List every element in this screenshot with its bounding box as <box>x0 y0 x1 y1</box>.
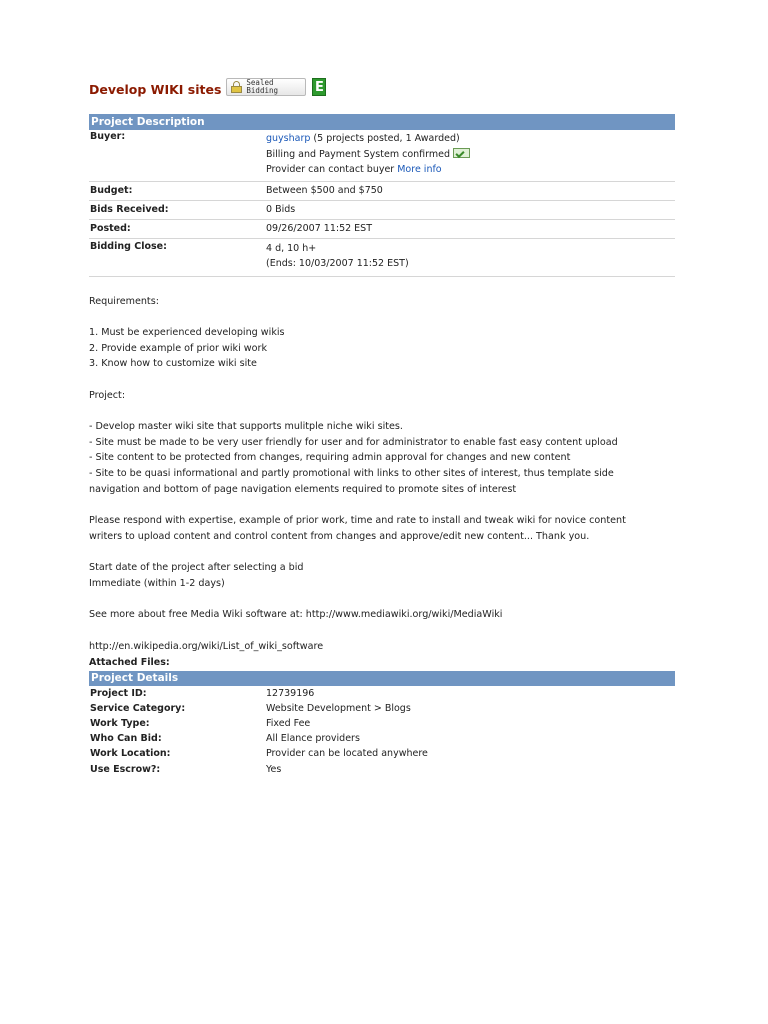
page-title: Develop WIKI sites <box>89 81 222 97</box>
billing-status: Billing and Payment System confirmed <box>266 148 451 160</box>
project-description-table <box>89 130 675 277</box>
detail-row <box>89 731 675 746</box>
posted-label: Posted: <box>89 219 266 238</box>
respond-line: writers to upload content and control content from changes and approve/edit new content... Thank you. <box>89 530 590 542</box>
budget-value: Between $500 and $750 <box>266 181 675 200</box>
budget-row <box>89 181 675 200</box>
contact-text: Provider can contact buyer <box>266 164 398 175</box>
project-item: navigation and bottom of page navigation elements required to promote sites of interest <box>89 483 517 495</box>
buyer-row <box>89 130 675 181</box>
attached-files-label: Attached Files: <box>89 656 170 668</box>
requirement-item: 2. Provide example of prior wiki work <box>89 342 268 354</box>
buyer-label: Buyer: <box>89 130 266 181</box>
lock-icon <box>231 81 242 93</box>
budget-label: Budget: <box>89 181 266 200</box>
project-item: - Site must be made to be very user friendly for user and for administrator to enable fast easy content upload <box>89 436 618 448</box>
project-heading: Project: <box>89 389 126 401</box>
start-date-value: Immediate (within 1-2 days) <box>89 578 225 590</box>
project-details-header: Project Details <box>89 671 675 686</box>
bidding-label: Bidding <box>246 86 279 95</box>
bidding-close-value: 4 d, 10 h+ <box>266 242 317 254</box>
bids-label: Bids Received: <box>89 200 266 219</box>
project-item: - Develop master wiki site that supports mulitple niche wiki sites. <box>89 421 403 433</box>
wiki-list-url: http://en.wikipedia.org/wiki/List_of_wiki_software <box>89 640 324 652</box>
detail-value: Provider can be located anywhere <box>266 748 428 760</box>
detail-label: Work Type: <box>90 717 150 729</box>
project-page <box>89 74 675 777</box>
bids-row <box>89 200 675 219</box>
bids-value: 0 Bids <box>266 200 675 219</box>
see-more-line: See more about free Media Wiki software at: http://www.mediawiki.org/wiki/MediaWiki <box>89 609 503 621</box>
title-row <box>89 74 675 100</box>
detail-value: Website Development > Blogs <box>266 702 411 714</box>
detail-row <box>89 686 675 701</box>
detail-value: Yes <box>266 763 282 775</box>
project-details-table <box>89 686 675 777</box>
bidding-close-label: Bidding Close: <box>89 238 266 276</box>
posted-value: 09/26/2007 11:52 EST <box>266 219 675 238</box>
detail-label: Service Category: <box>90 702 186 714</box>
detail-label: Project ID: <box>90 687 147 699</box>
elance-e-icon[interactable]: E <box>312 78 326 96</box>
detail-value: All Elance providers <box>266 733 360 745</box>
project-description-header: Project Description <box>89 114 675 130</box>
project-item: - Site to be quasi informational and partly promotional with links to other sites of interest, thus template side <box>89 468 614 480</box>
sealed-bidding-badge[interactable] <box>226 78 306 96</box>
detail-row <box>89 746 675 761</box>
respond-line: Please respond with expertise, example of prior work, time and rate to install and tweak wiki for novice content <box>89 515 626 527</box>
detail-value: 12739196 <box>266 687 315 699</box>
detail-row <box>89 716 675 731</box>
project-description-body <box>89 294 675 655</box>
detail-value: Fixed Fee <box>266 717 311 729</box>
start-date-line: Start date of the project after selecting a bid <box>89 562 304 574</box>
buyer-stats: (5 projects posted, 1 Awarded) <box>310 133 460 144</box>
bidding-close-ends: (Ends: 10/03/2007 11:52 EST) <box>266 258 409 269</box>
requirements-heading: Requirements: <box>89 295 159 307</box>
more-info-link[interactable]: More info <box>397 164 442 175</box>
bidding-close-row <box>89 238 675 276</box>
requirement-item: 3. Know how to customize wiki site <box>89 358 257 370</box>
requirement-item: 1. Must be experienced developing wikis <box>89 326 285 338</box>
posted-row <box>89 219 675 238</box>
sealed-label: Sealed <box>246 78 274 87</box>
project-item: - Site content to be protected from changes, requiring admin approval for changes and new content <box>89 452 571 464</box>
payment-verified-icon <box>453 148 470 158</box>
buyer-link[interactable]: guysharp <box>266 133 311 144</box>
detail-row <box>89 701 675 716</box>
detail-label: Work Location: <box>90 748 171 760</box>
detail-row <box>89 762 675 777</box>
detail-label: Who Can Bid: <box>90 733 162 745</box>
detail-label: Use Escrow?: <box>90 763 161 775</box>
